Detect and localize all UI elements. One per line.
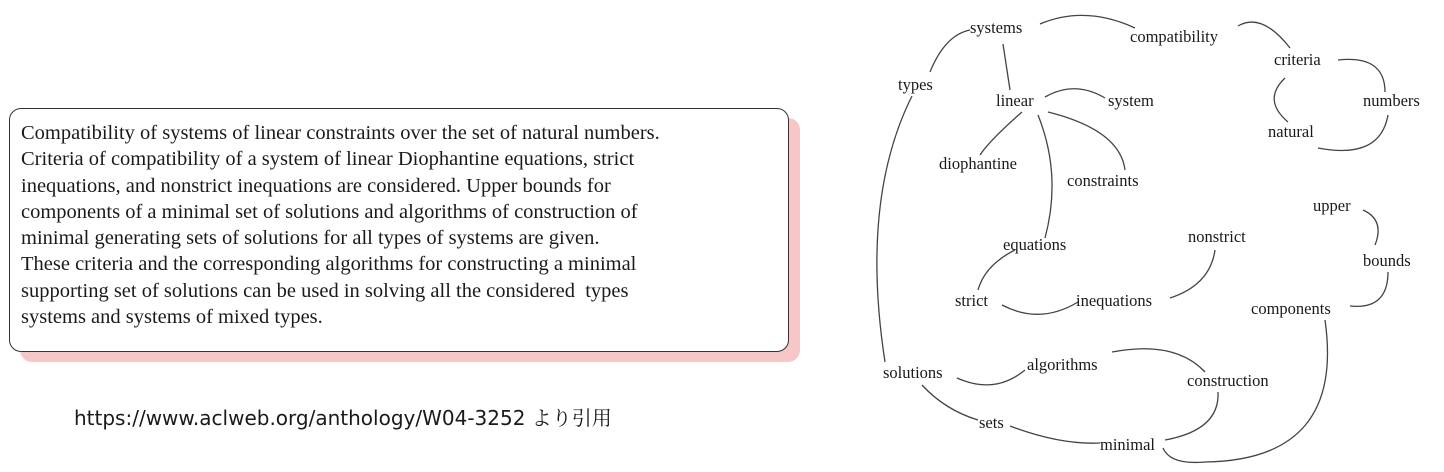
edge-algorithms-construction — [1112, 349, 1205, 372]
node-numbers: numbers — [1363, 91, 1420, 110]
abstract-line: These criteria and the corresponding algorithms for constructing a minimal — [21, 253, 637, 276]
node-strict: strict — [955, 291, 988, 310]
node-components: components — [1251, 299, 1331, 318]
node-systems: systems — [970, 18, 1023, 37]
edge-strict-inequations — [1002, 302, 1078, 314]
edge-systems-compatibility — [1040, 15, 1135, 28]
abstract-line: components of a minimal set of solutions and algorithms of construction of — [21, 200, 638, 223]
edge-upper-bounds — [1363, 210, 1378, 245]
abstract-line: Criteria of compatibility of a system of linear Diophantine equations, strict — [21, 148, 635, 171]
edge-sets-minimal — [1010, 426, 1100, 443]
node-types: types — [898, 75, 933, 94]
edge-systems-linear — [1003, 44, 1010, 90]
abstract-line: inequations, and nonstrict inequations are considered. Upper bounds for — [21, 174, 611, 197]
graph-nodes — [883, 18, 1420, 454]
graph-edges — [877, 15, 1388, 462]
node-criteria: criteria — [1274, 50, 1321, 69]
node-system: system — [1108, 91, 1154, 110]
edge-minimal-construction — [1165, 392, 1218, 440]
abstract-line: minimal generating sets of solutions for all types of systems are given. — [21, 227, 600, 250]
node-nonstrict: nonstrict — [1188, 227, 1246, 246]
node-inequations: inequations — [1076, 291, 1153, 310]
edge-bounds-components — [1350, 272, 1388, 306]
edge-criteria-natural — [1274, 78, 1288, 122]
node-compatibility: compatibility — [1130, 27, 1218, 46]
edge-equations-strict — [978, 250, 1015, 290]
edge-numbers-natural — [1318, 115, 1388, 151]
node-equations: equations — [1003, 235, 1067, 254]
node-natural: natural — [1268, 122, 1314, 141]
node-bounds: bounds — [1363, 251, 1411, 270]
node-sets: sets — [979, 413, 1004, 432]
edge-inequations-nonstrict — [1170, 250, 1215, 298]
node-minimal: minimal — [1100, 435, 1155, 454]
edge-solutions-algorithms — [957, 370, 1025, 385]
node-diophantine: diophantine — [939, 154, 1017, 173]
edge-linear-system — [1045, 89, 1105, 98]
edge-linear-equations — [1038, 115, 1052, 238]
node-constraints: constraints — [1067, 171, 1139, 190]
edge-types-systems — [930, 30, 970, 72]
abstract-line: supporting set of solutions can be used in solving all the considered types — [21, 279, 629, 302]
edge-criteria-numbers — [1338, 59, 1385, 92]
abstract-line: Compatibility of systems of linear constraints over the set of natural numbers. — [21, 122, 660, 144]
node-algorithms: algorithms — [1027, 355, 1098, 374]
edge-compatibility-criteria — [1238, 22, 1290, 48]
source-citation: https://www.aclweb.org/anthology/W04-3252 より引用 — [74, 406, 612, 430]
edge-solutions-sets — [922, 385, 978, 420]
abstract-line: systems and systems of mixed types. — [21, 306, 323, 329]
edge-linear-diophantine — [980, 112, 1022, 155]
edge-linear-constraints — [1048, 112, 1125, 170]
node-solutions: solutions — [883, 363, 943, 382]
node-linear: linear — [996, 91, 1034, 110]
node-construction: construction — [1187, 371, 1269, 390]
edge-types-solutions — [877, 96, 912, 362]
edge-minimal-components — [1163, 320, 1328, 462]
node-upper: upper — [1313, 196, 1351, 215]
